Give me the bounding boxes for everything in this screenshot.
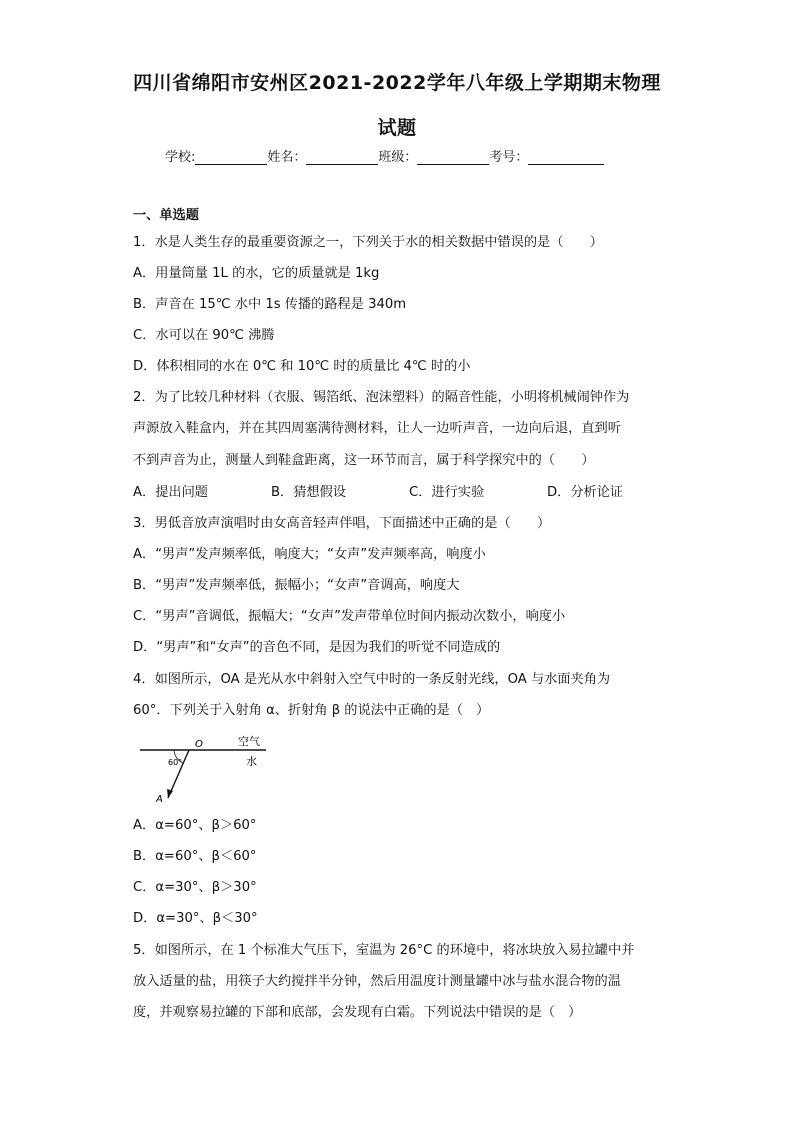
q3-stem: 3．男低音放声演唱时由女高音轻声伴唱，下面描述中正确的是（ ）: [133, 516, 551, 531]
point-o-label: O: [195, 739, 203, 750]
q3-option-c[interactable]: C．“男声”音调低，振幅大；“女声”发声带单位时间内振动次数小，响度小: [133, 609, 566, 624]
q3-option-d[interactable]: D．“男声”和“女声”的音色不同，是因为我们的听觉不同造成的: [133, 640, 501, 655]
q1-option-b[interactable]: B．声音在 15℃ 水中 1s 传播的路程是 340m: [133, 297, 407, 312]
q1-option-c[interactable]: C．水可以在 90℃ 沸腾: [133, 328, 275, 343]
q5-stem-line2: 放入适量的盐，用筷子大约搅拌半分钟，然后用温度计测量罐中冰与盐水混合物的温: [133, 974, 621, 989]
exam-number-label: 考号：: [489, 150, 529, 165]
q2-option-a[interactable]: A．提出问题: [133, 485, 208, 500]
q4-option-a[interactable]: A．α=60°、β＞60°: [133, 818, 257, 833]
q2-stem-line3: 不到声音为止，测量人到鞋盒距离，这一环节而言，属于科学探究中的（ ）: [133, 453, 595, 468]
q5-stem-line1: 5．如图所示，在 1 个标准大气压下，室温为 26°C 的环境中，将冰块放入易拉罐中并: [133, 943, 635, 958]
q4-option-b[interactable]: B．α=60°、β＜60°: [133, 849, 257, 864]
q4-stem-line1: 4．如图所示，OA 是光从水中斜射入空气中时的一条反射光线，OA 与水面夹角为: [133, 672, 611, 687]
name-blank[interactable]: [306, 150, 378, 165]
q2-option-d[interactable]: D．分析论证: [547, 485, 624, 500]
q2-option-b[interactable]: B．猜想假设: [271, 485, 346, 500]
class-blank[interactable]: [417, 150, 489, 165]
exam-title-continued: 试题: [377, 117, 417, 139]
air-label: 空气: [238, 735, 260, 748]
q4-option-d[interactable]: D．α=30°、β＜30°: [133, 911, 258, 926]
school-blank[interactable]: [195, 150, 267, 165]
school-label: 学校:: [165, 150, 196, 165]
q3-option-a[interactable]: A．“男声”发声频率低，响度大；“女声”发声频率高，响度小: [133, 547, 486, 562]
q5-stem-line3: 度，并观察易拉罐的下部和底部，会发现有白霜。下列说法中错误的是（ ）: [133, 1005, 582, 1020]
q3-option-b[interactable]: B．“男声”发声频率低，振幅小；“女声”音调高，响度大: [133, 578, 460, 593]
name-label: 姓名：: [267, 150, 307, 165]
class-label: 班级：: [378, 150, 418, 165]
q1-option-a[interactable]: A．用量筒量 1L 的水，它的质量就是 1kg: [133, 266, 380, 281]
exam-number-blank[interactable]: [528, 150, 604, 165]
q1-stem: 1．水是人类生存的最重要资源之一，下列关于水的相关数据中错误的是（ ）: [133, 235, 603, 250]
q4-option-c[interactable]: C．α=30°、β＞30°: [133, 880, 257, 895]
angle-label: 60°: [168, 758, 183, 767]
q2-option-c[interactable]: C．进行实验: [409, 485, 485, 500]
q4-stem-line2: 60°．下列关于入射角 α、折射角 β 的说法中正确的是（ ）: [133, 703, 490, 718]
q2-stem-line1: 2．为了比较几种材料（衣服、锡箔纸、泡沫塑料）的隔音性能，小明将机械闹钟作为: [133, 390, 630, 405]
section-heading: 一、单选题: [133, 208, 199, 223]
student-info-row: [165, 146, 604, 165]
q1-option-d[interactable]: D．体积相同的水在 0℃ 和 10℃ 时的质量比 4℃ 时的小: [133, 359, 471, 374]
point-a-label: A: [156, 794, 163, 805]
reflection-diagram: [140, 735, 270, 807]
exam-title: 四川省绵阳市安州区2021-2022学年八年级上学期期末物理: [133, 72, 661, 94]
water-label: 水: [246, 755, 257, 768]
q2-stem-line2: 声源放入鞋盒内，并在其四周塞满待测材料，让人一边听声音，一边向后退，直到听: [133, 421, 621, 436]
